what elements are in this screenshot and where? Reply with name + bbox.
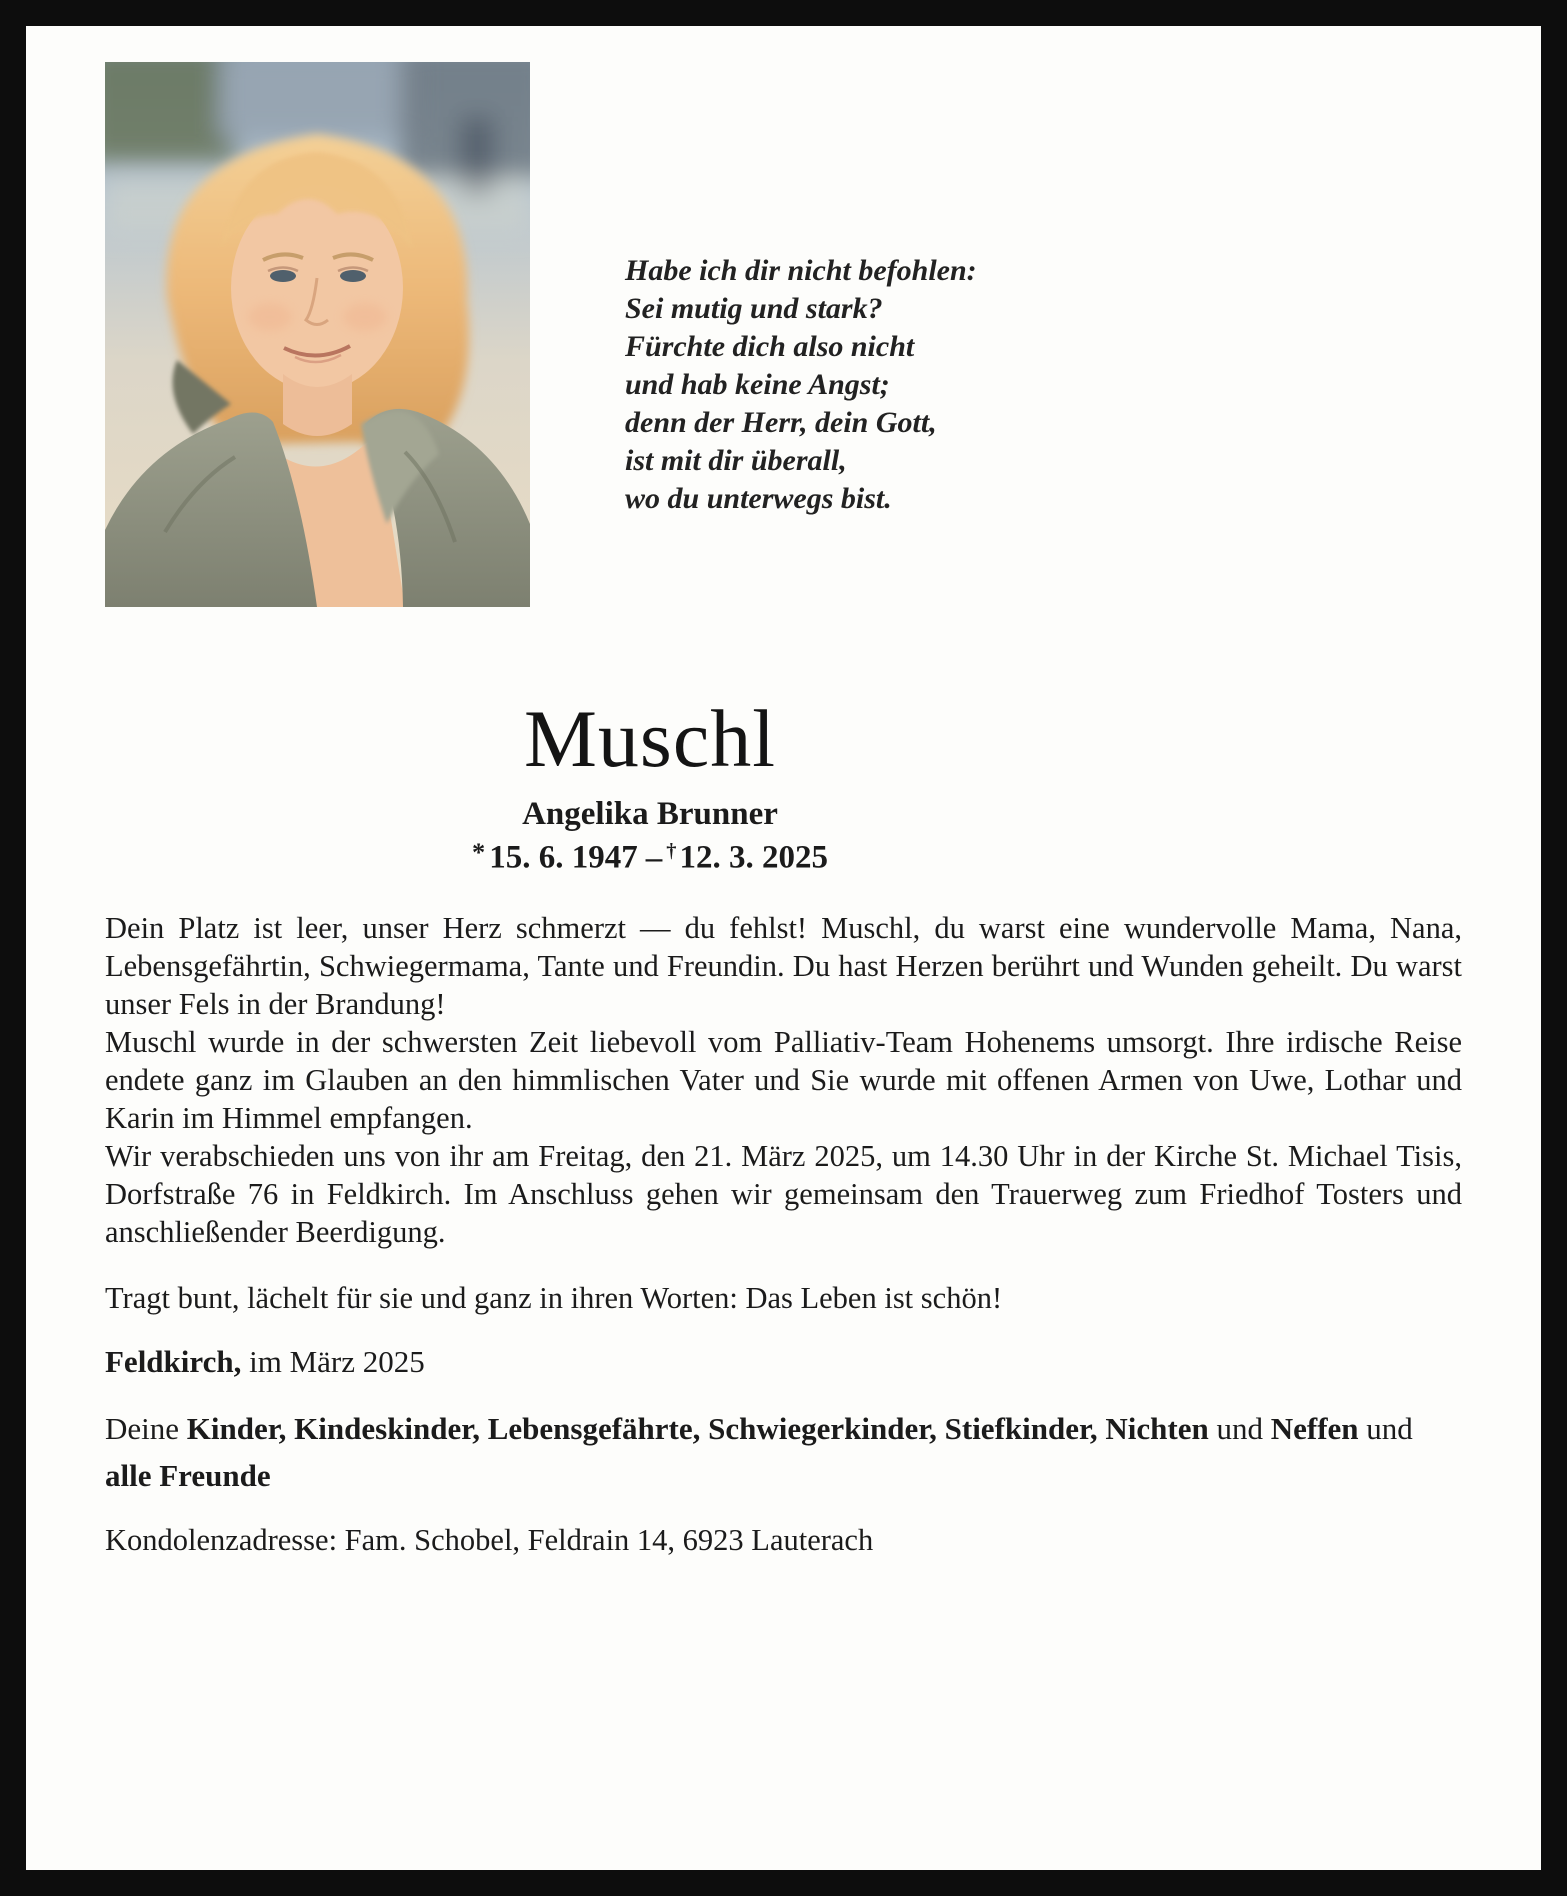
verse-line: denn der Herr, dein Gott,: [625, 406, 937, 439]
top-section: [105, 62, 1462, 648]
deceased-full-name: Angelika Brunner: [522, 796, 778, 832]
family-connector: und: [1358, 1410, 1413, 1446]
verse-line: wo du unterwegs bist.: [625, 482, 892, 515]
family-prefix: Deine: [105, 1410, 187, 1446]
place-date-line: [105, 1343, 1462, 1381]
portrait-photo-illustration: [105, 62, 530, 607]
birth-star-symbol: *: [472, 837, 486, 867]
family-names-group2: Neffen: [1270, 1410, 1359, 1446]
birth-date: 15. 6. 1947: [489, 839, 638, 876]
body-paragraph: Muschl wurde in der schwersten Zeit liebevoll vom Palliativ-Team Hohenems umsorgt. Ihre irdische Reise endete ganz im Glauben an den himmlischen Vater und Sie wurde mit offenen Armen von Uwe, Lothar und Karin im Himmel empfangen.: [105, 1024, 1462, 1135]
life-dates: [105, 837, 1195, 877]
body-paragraph: Wir verabschieden uns von ihr am Freitag, den 21. März 2025, um 14.30 Uhr in der Kirche St. Michael Tisis, Dorfstraße 76 in Feldkirch. Im Anschluss gehen wir gemeinsam den Trauerweg zum Friedhof Tosters und anschließender Beerdigung.: [105, 1138, 1462, 1249]
verse-line: Fürchte dich also nicht: [625, 330, 915, 363]
family-connector: und: [1208, 1410, 1271, 1446]
obituary-page: [26, 26, 1541, 1870]
death-cross-symbol: †: [666, 840, 677, 863]
obituary-body: [105, 909, 1462, 1251]
family-names-group1: Kinder, Kindeskinder, Lebensgefährte, Schwiegerkinder, Stiefkinder, Nichten: [186, 1410, 1209, 1446]
verse-line: Habe ich dir nicht befohlen:: [625, 254, 977, 287]
body-paragraph: Dein Platz ist leer, unser Herz schmerzt — du fehlst! Muschl, du warst eine wundervolle Mama, Nana, Lebensgefährtin, Schwiegermama, Tante und Freundin. Du hast Herzen berührt und Wunden geheilt. Du warst unser Fels in der Brandung!: [105, 910, 1462, 1021]
mourning-family: [105, 1405, 1462, 1499]
portrait-photo: [105, 62, 530, 607]
header-block: [105, 693, 1195, 877]
verse-line: Sei mutig und stark?: [625, 292, 883, 325]
verse-line: ist mit dir überall,: [625, 444, 847, 477]
dates-separator: –: [645, 839, 663, 876]
place-date: im März 2025: [241, 1343, 425, 1379]
family-names-group3: alle Freunde: [105, 1457, 271, 1493]
condolence-address: Kondolenzadresse: Fam. Schobel, Feldrain 14, 6923 Lauterach: [105, 1522, 874, 1557]
death-date: 12. 3. 2025: [679, 839, 828, 876]
farewell-message: Tragt bunt, lächelt für sie und ganz in ihren Worten: Das Leben ist schön!: [105, 1280, 1003, 1315]
place-name: Feldkirch,: [105, 1343, 242, 1379]
bible-verse: [625, 252, 977, 518]
verse-line: und hab keine Angst;: [625, 368, 890, 401]
deceased-nickname: Muschl: [524, 693, 776, 784]
